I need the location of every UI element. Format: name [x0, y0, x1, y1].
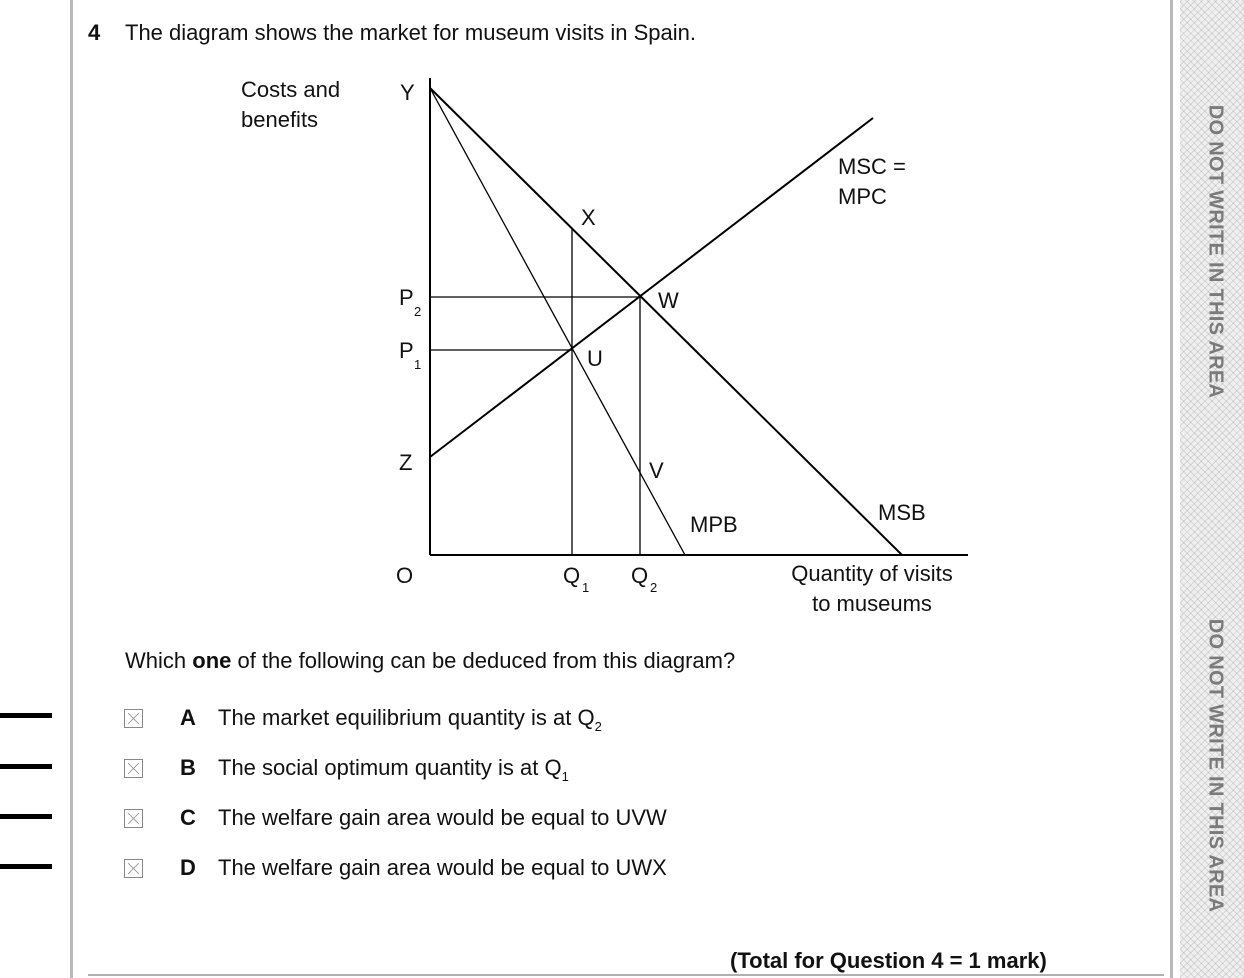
option-a-checkbox[interactable]	[124, 709, 143, 728]
label-p1: P	[399, 338, 414, 363]
side-warning-bottom: DO NOT WRITE IN THIS AREA	[1204, 618, 1227, 913]
label-msc-line1: MSC =	[838, 154, 906, 179]
side-warning-top: DO NOT WRITE IN THIS AREA	[1204, 104, 1227, 399]
option-a-text	[218, 705, 602, 734]
margin-tick	[0, 814, 52, 819]
label-msb: MSB	[878, 500, 926, 525]
option-c-letter: C	[180, 805, 196, 830]
option-d-checkbox[interactable]	[124, 859, 143, 878]
label-p2-sub: 2	[414, 304, 422, 319]
option-c-text	[218, 805, 667, 831]
y-axis-label-line1: Costs and	[241, 77, 341, 102]
label-p2: P	[399, 285, 414, 310]
label-q1: Q	[563, 563, 581, 588]
prompt-bold: one	[192, 648, 232, 673]
option-d-text	[218, 855, 667, 881]
option-b-text	[218, 755, 569, 784]
label-q1-sub: 1	[582, 580, 590, 595]
label-p1-sub: 1	[414, 357, 422, 372]
prompt-prefix: Which	[125, 648, 193, 673]
option-b-subscript: 1	[561, 769, 569, 784]
mpb-curve	[430, 88, 685, 555]
label-x: X	[581, 205, 596, 230]
label-q2: Q	[631, 563, 649, 588]
margin-tick	[0, 713, 52, 718]
y-axis-label-line2: benefits	[241, 107, 319, 132]
msc-mpc-curve	[430, 118, 873, 457]
option-b-text-main: The social optimum quantity is at Q	[218, 755, 562, 780]
label-q2-sub: 2	[650, 580, 658, 595]
option-a-subscript: 2	[594, 719, 602, 734]
option-b-letter: B	[180, 755, 196, 780]
option-c-checkbox[interactable]	[124, 809, 143, 828]
total-marks: (Total for Question 4 = 1 mark)	[730, 948, 1047, 973]
option-a-letter: A	[180, 705, 196, 730]
label-o: O	[396, 563, 414, 588]
label-msc-line2: MPC	[838, 184, 887, 209]
x-axis-label-line2: to museums	[812, 591, 932, 616]
msb-curve	[430, 88, 902, 555]
prompt-suffix: of the following can be deduced from this diagram?	[231, 648, 736, 673]
label-u: U	[587, 346, 603, 371]
option-a-text-main: The market equilibrium quantity is at Q	[218, 705, 595, 730]
label-mpb: MPB	[690, 512, 738, 537]
margin-tick	[0, 764, 52, 769]
label-w: W	[658, 288, 679, 313]
option-d-letter: D	[180, 855, 196, 880]
question-text: The diagram shows the market for museum visits in Spain.	[125, 20, 697, 45]
question-number: 4	[88, 20, 101, 45]
option-c-text-main: The welfare gain area would be equal to UVW	[218, 805, 667, 830]
label-y: Y	[400, 80, 415, 105]
label-z: Z	[399, 450, 413, 475]
option-d-text-main: The welfare gain area would be equal to UWX	[218, 855, 667, 880]
margin-tick	[0, 864, 52, 869]
question-prompt	[125, 648, 735, 674]
bottom-rule	[88, 974, 1164, 976]
label-v: V	[649, 458, 664, 483]
x-axis-label-line1: Quantity of visits	[791, 561, 953, 586]
option-b-checkbox[interactable]	[124, 759, 143, 778]
